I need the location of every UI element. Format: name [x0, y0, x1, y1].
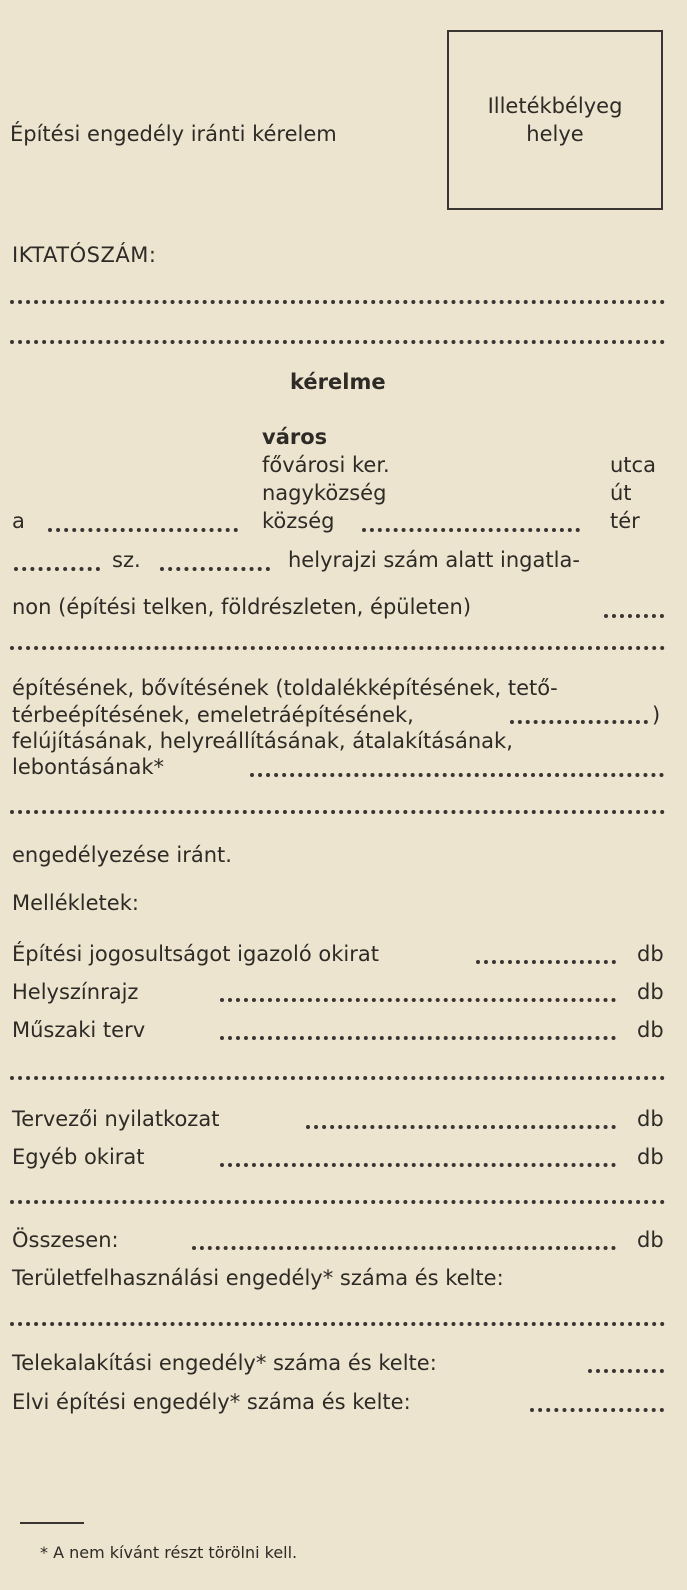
registry-dotted-line-2: [10, 340, 665, 344]
attachment-count-designer-statement: [306, 1125, 616, 1129]
prefix-a: a: [12, 509, 25, 533]
registry-dotted-line-1: [10, 300, 665, 304]
settlement-option-village: község: [262, 509, 335, 533]
settlement-name-dotted-line: [48, 528, 238, 532]
lot-number-dotted-line: [160, 567, 270, 571]
street-option-ter: tér: [610, 509, 640, 533]
works-line-2-end: ): [652, 703, 661, 727]
attachment-unit-technical-plan: db: [637, 1018, 664, 1042]
land-use-permit-label: Területfelhasználási engedély* száma és kelte:: [12, 1266, 504, 1290]
attachments-label: Mellékletek:: [12, 891, 139, 915]
attachment-extra-dotted-line: [10, 1076, 665, 1080]
total-count-dotted-line: [192, 1246, 616, 1250]
street-option-ut: út: [610, 481, 632, 505]
attachment-unit-other-document: db: [637, 1145, 664, 1169]
attachment-name-title-deed: Építési jogosultságot igazoló okirat: [12, 942, 379, 966]
registry-label: IKTATÓSZÁM:: [12, 243, 157, 267]
house-number-dotted-line: [14, 567, 100, 571]
footnote: * A nem kívánt részt törölni kell.: [40, 1543, 298, 1562]
stamp-label-line2: helye: [526, 122, 584, 146]
attachment-count-other-document: [220, 1163, 616, 1167]
stamp-box: [447, 30, 663, 210]
form-title: Építési engedély iránti kérelem: [10, 122, 337, 146]
settlement-option-city: város: [262, 425, 328, 449]
street-name-dotted-line: [362, 528, 580, 532]
works-line-2: térbeépítésének, emeletráépítésének,: [12, 703, 414, 727]
attachment-unit-designer-statement: db: [637, 1107, 664, 1131]
stamp-label-line1: Illetékbélyeg: [487, 94, 623, 118]
property-type-dotted-line: [604, 614, 664, 618]
attachment-name-site-plan: Helyszínrajz: [12, 980, 139, 1004]
works-other-dotted-line: [510, 720, 648, 724]
attachment-count-technical-plan: [220, 1036, 616, 1040]
attachment-unit-title-deed: db: [637, 942, 664, 966]
footnote-rule: [20, 1522, 84, 1524]
property-dotted-line: [10, 646, 665, 650]
property-line-2: non (építési telken, földrészleten, épületen): [12, 595, 472, 619]
street-option-utca: utca: [610, 453, 656, 477]
works-line-1: építésének, bővítésének (toldalékképítésének, tető-: [12, 676, 558, 700]
attachment-extra-dotted-line-2: [10, 1200, 665, 1204]
land-use-permit-dotted-line: [10, 1322, 665, 1326]
attachment-count-title-deed: [476, 960, 616, 964]
works-dotted-line-1: [250, 773, 664, 777]
request-heading: kérelme: [290, 370, 386, 394]
works-dotted-line-2: [10, 810, 665, 814]
works-line-4: lebontásának*: [12, 755, 164, 779]
house-number-label: sz.: [112, 548, 141, 572]
property-line: helyrajzi szám alatt ingatla-: [288, 548, 580, 572]
parcel-permit-label: Telekalakítási engedély* száma és kelte:: [12, 1351, 437, 1375]
permit-line: engedélyezése iránt.: [12, 843, 232, 867]
parcel-permit-dotted-line: [588, 1369, 664, 1373]
settlement-option-district: fővárosi ker.: [262, 453, 390, 477]
principle-permit-dotted-line: [530, 1408, 664, 1412]
attachment-name-designer-statement: Tervezői nyilatkozat: [12, 1107, 220, 1131]
works-line-3: felújításának, helyreállításának, átalakításának,: [12, 729, 513, 753]
principle-permit-label: Elvi építési engedély* száma és kelte:: [12, 1390, 411, 1414]
settlement-option-large-village: nagyközség: [262, 481, 387, 505]
attachment-name-technical-plan: Műszaki terv: [12, 1018, 146, 1042]
attachment-unit-site-plan: db: [637, 980, 664, 1004]
total-label: Összesen:: [12, 1228, 119, 1252]
attachment-count-site-plan: [220, 998, 616, 1002]
attachment-name-other-document: Egyéb okirat: [12, 1145, 145, 1169]
total-unit: db: [637, 1228, 664, 1252]
